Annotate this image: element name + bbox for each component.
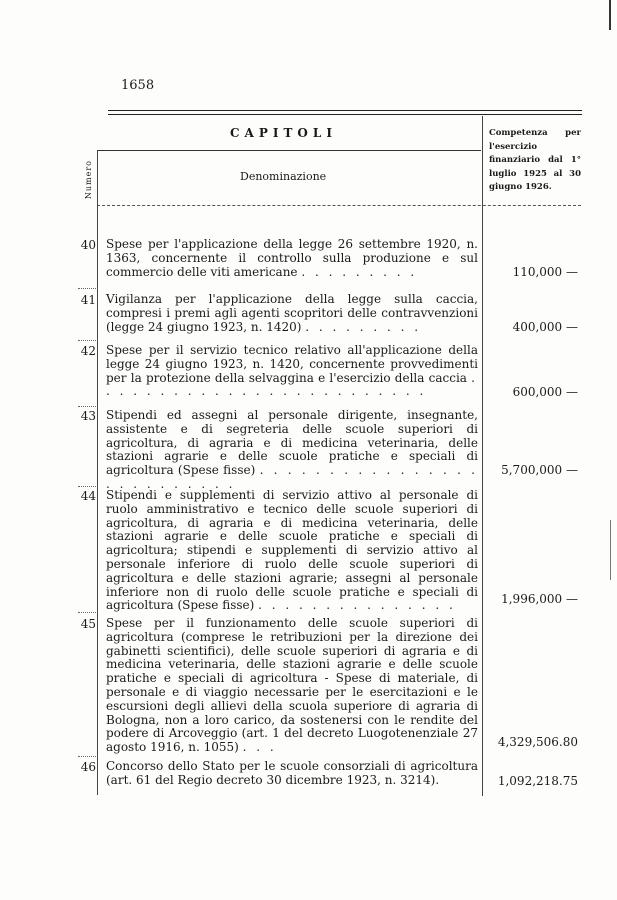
- scan-edge-mark: [610, 520, 611, 580]
- column-line-number: [97, 150, 98, 795]
- row-description: Spese per l'applicazione della legge 26 settembre 1920, n. 1363, concernente il controllo sulla produzione e sul commercio delle viti americane . . . . . . . . .: [106, 237, 478, 279]
- row-separator: [78, 288, 98, 289]
- column-line-amount: [482, 116, 483, 796]
- row-description: Stipendi e supplementi di servizio attivo al personale di ruolo amministrativo e tecnico delle scuole superiori di agricoltura, di agraria e di medicina veterinaria, delle stazioni agrarie e delle scuole pratiche e speciali di agricoltura; stipendi e supplementi di servizio attivo al personale inferiore di ruolo delle scuole superiori di agricoltura e delle stazioni agrarie; assegni al personale inferiore non di ruolo delle scuole pratiche e speciali di agricoltura (Spese fisse) . . . . . . . . . . . . . . .: [106, 488, 478, 613]
- header-denominazione: Denominazione: [240, 170, 327, 183]
- scan-edge-mark: [609, 0, 611, 30]
- row-number: 44: [80, 489, 96, 503]
- row-amount: 1,996,000 —: [501, 592, 578, 606]
- header-capitoli: CAPITOLI: [230, 126, 337, 140]
- row-amount: 5,700,000 —: [501, 463, 578, 477]
- row-number: 40: [80, 238, 96, 252]
- row-description: Spese per il funzionamento delle scuole superiori di agricoltura (comprese le retribuzioni per la direzione dei gabinetti scientifici), delle scuole superiori di agraria e di medicina veterinaria, delle stazioni agrarie e delle scuole pratiche e speciali di agricoltura - Spese di materiale, di personale e di viaggio necessarie per le esercitazioni e le escursioni degli allievi della scuola superiore di agraria di Bologna, non a loro carico, da sostenersi con le rendite del podere di Arcoveggio (art. 1 del decreto Luogotenenziale 27 agosto 1916, n. 1055) . . .: [106, 616, 478, 755]
- row-amount: 1,092,218.75: [497, 774, 578, 788]
- header-numero: Numero: [84, 160, 93, 200]
- page-number: 1658: [121, 78, 155, 93]
- header-bottom-rule: [97, 205, 581, 206]
- row-separator: [78, 486, 98, 487]
- row-amount: 110,000 —: [512, 265, 578, 279]
- top-rule: [108, 110, 582, 111]
- row-number: 41: [80, 293, 96, 307]
- row-description: Spese per il servizio tecnico relativo all'applicazione della legge 24 giugno 1923, n. 1420, concernente provvedimenti per la protezione della selvaggina e l'esercizio della caccia . . . . . . . . . . . . . . . . . . . . . . . . .: [106, 343, 478, 399]
- row-amount: 600,000 —: [512, 385, 578, 399]
- capitoli-underline: [97, 150, 481, 151]
- row-description: Vigilanza per l'applicazione della legge sulla caccia, compresi i premi agli agenti scopritori delle contravvenzioni (legge 24 giugno 1923, n. 1420) . . . . . . . . .: [106, 292, 478, 334]
- row-amount: 4,329,506.80: [497, 735, 578, 749]
- row-amount: 400,000 —: [512, 320, 578, 334]
- row-description: Stipendi ed assegni al personale dirigente, insegnante, assistente e di segreteria delle scuole superiori di agricoltura, di agraria e di medicina veterinaria, delle stazioni agrarie e delle scuole pratiche e speciali di agricoltura (Spese fisse) . . . . . . . . . . . . . . . . . . . . . . . . . .: [106, 408, 479, 491]
- row-number: 45: [80, 617, 96, 631]
- top-rule-2: [108, 114, 582, 115]
- row-number: 42: [80, 344, 96, 358]
- row-description: Concorso dello Stato per le scuole consorziali di agricoltura (art. 61 del Regio decreto 30 dicembre 1923, n. 3214).: [106, 759, 478, 787]
- row-number: 46: [80, 760, 96, 774]
- row-separator: [78, 340, 98, 341]
- row-separator: [78, 756, 98, 757]
- row-separator: [78, 612, 98, 613]
- header-competenza: Competenza per l'esercizio finanziario dal 1° luglio 1925 al 30 giugno 1926.: [489, 128, 581, 192]
- row-number: 43: [80, 409, 96, 423]
- row-separator: [78, 406, 98, 407]
